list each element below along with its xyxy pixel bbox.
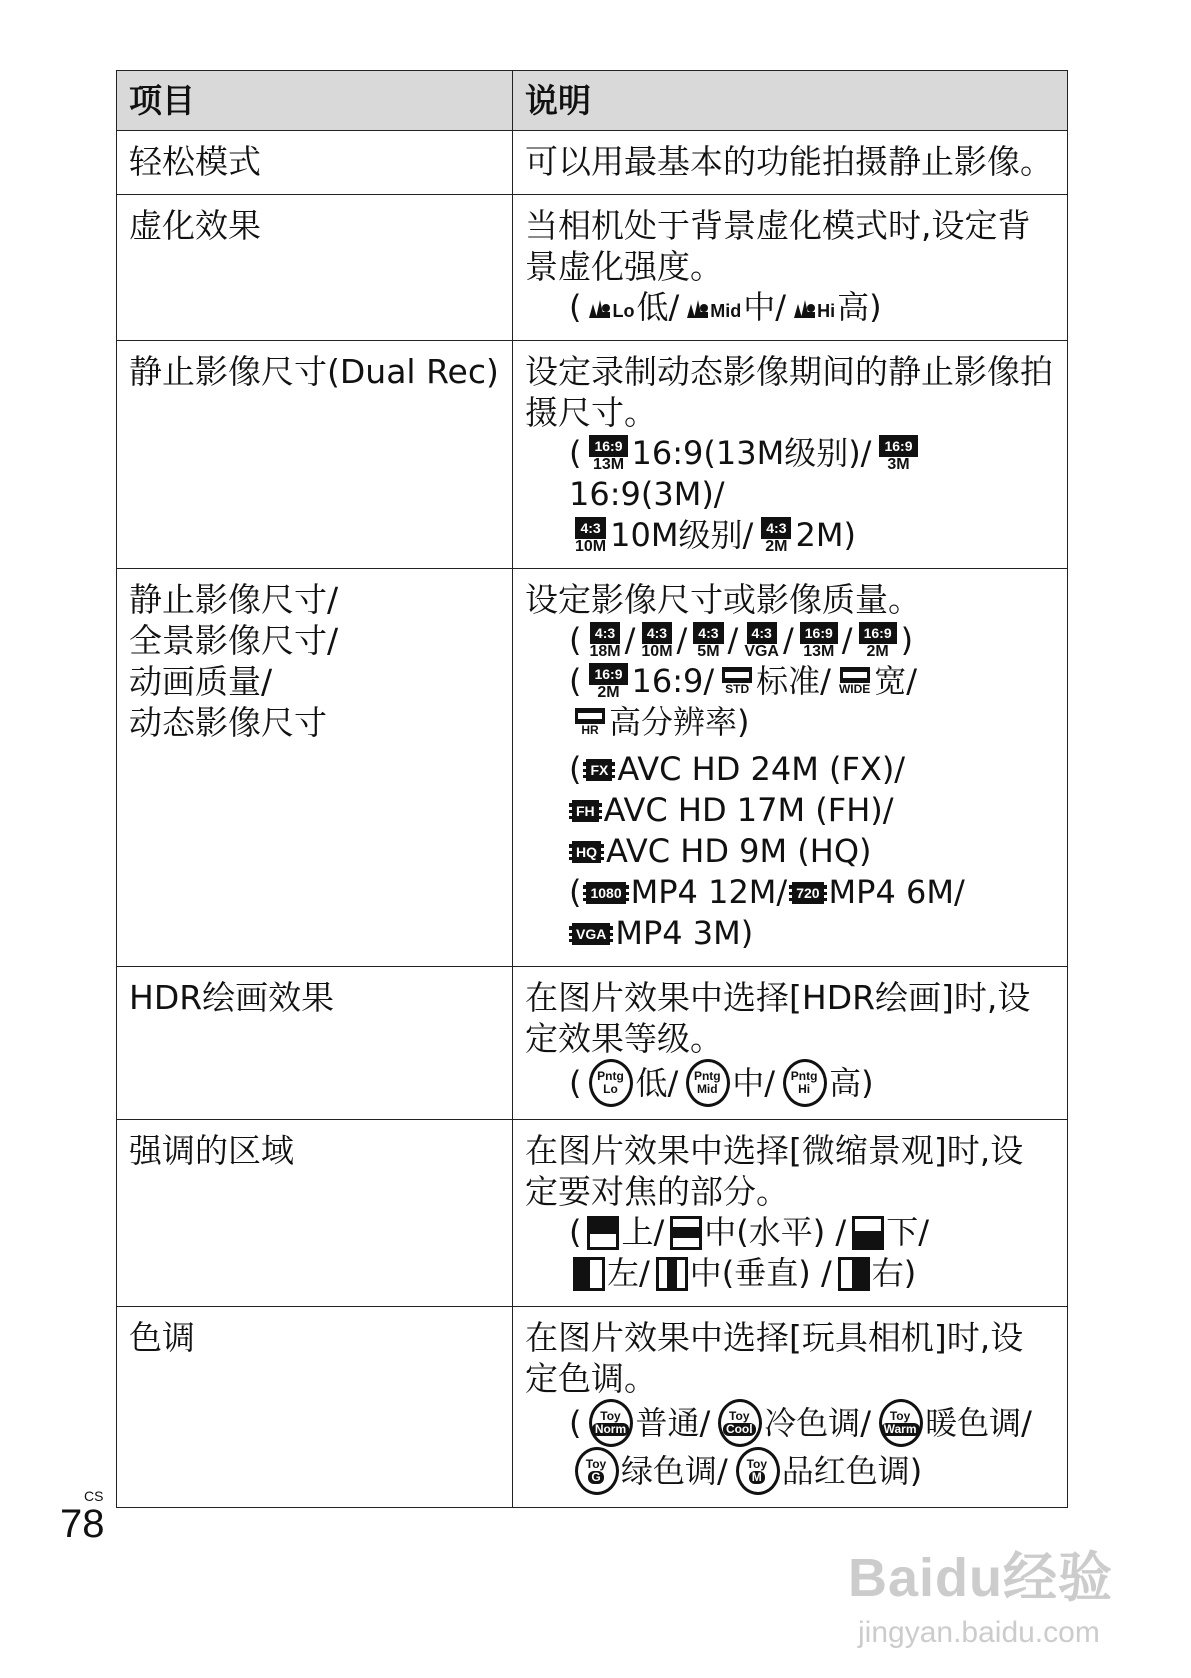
option-label: 中/ xyxy=(743,288,787,326)
option-label: 16:9(3M)/ xyxy=(569,475,725,513)
toy-normal-icon xyxy=(589,1399,633,1447)
movie-1080-icon: 1080 xyxy=(583,882,628,904)
icon-sub: Norm xyxy=(592,1423,629,1436)
toy-warm-icon xyxy=(879,1399,923,1447)
icon-label: Pntg xyxy=(693,1069,721,1083)
option-label: 10M级别/ xyxy=(610,516,754,554)
option-label: MP4 3M) xyxy=(615,914,754,952)
area-bottom-icon xyxy=(852,1216,884,1250)
paren: ( xyxy=(569,621,582,659)
option-label: MP4 12M/ xyxy=(630,873,788,911)
option-label: MP4 6M/ xyxy=(828,873,965,911)
icon-size: 5M xyxy=(697,642,720,660)
defocus-lo-icon xyxy=(587,296,634,320)
movie-fh-icon: FH xyxy=(569,800,602,822)
watermark-url: jingyan.baidu.com xyxy=(858,1616,1100,1649)
page-language-code: CS xyxy=(84,1488,104,1504)
row-desc xyxy=(513,569,1068,967)
icon-label: Toy xyxy=(585,1457,607,1471)
panorama-wide-icon xyxy=(839,667,872,696)
image-size-icon xyxy=(693,622,725,660)
table-row xyxy=(117,131,1068,195)
defocus-mid-icon xyxy=(685,296,741,320)
movie-720-icon: 720 xyxy=(789,882,826,904)
paren: ( xyxy=(569,1063,582,1102)
option-label: 右) xyxy=(871,1254,917,1292)
toy-magenta-icon xyxy=(736,1447,780,1495)
icon-sub: WIDE xyxy=(838,682,871,696)
image-size-icon xyxy=(800,622,840,660)
paren: ) xyxy=(900,621,914,659)
dual-rec-options xyxy=(525,433,1055,556)
settings-table xyxy=(116,70,1068,1508)
icon-ratio: 16:9 xyxy=(589,663,627,685)
toy-green-icon xyxy=(575,1447,619,1495)
image-size-icon xyxy=(589,622,622,660)
toy-camera-options xyxy=(525,1399,1055,1495)
icon-label: Pntg xyxy=(597,1069,624,1083)
icon-sub: Mid xyxy=(696,1082,718,1096)
paren: ( xyxy=(569,288,582,326)
defocus-hi-icon xyxy=(792,296,835,320)
area-middle-vertical-icon xyxy=(656,1257,688,1291)
panorama-options xyxy=(525,661,1055,743)
icon-size: 18M xyxy=(589,642,621,660)
row-desc xyxy=(513,341,1068,569)
option-label: 16:9/ xyxy=(631,662,715,700)
option-label: 冷色调/ xyxy=(764,1403,872,1442)
hdr-painting-options xyxy=(525,1059,1055,1107)
option-label: 高) xyxy=(829,1063,874,1102)
area-middle-horizontal-icon xyxy=(670,1216,702,1250)
area-right-icon xyxy=(838,1257,870,1291)
row-desc xyxy=(513,195,1068,341)
movie-fx-icon: FX xyxy=(583,759,615,781)
table-header-row xyxy=(117,71,1068,131)
panorama-std-icon xyxy=(722,667,754,696)
row-item: 色调 xyxy=(117,1307,513,1508)
image-size-icon xyxy=(859,622,899,660)
blur-options xyxy=(525,287,1055,328)
panorama-hr-icon xyxy=(575,708,607,737)
option-label: AVC HD 24M (FX)/ xyxy=(617,750,906,788)
icon-ratio: 16:9 xyxy=(800,622,838,644)
icon-label: Toy xyxy=(889,1409,911,1423)
icon-size: VGA xyxy=(744,642,779,660)
icon-sub: STD xyxy=(725,682,750,696)
option-label: 宽/ xyxy=(874,662,918,700)
table-row xyxy=(117,195,1068,341)
icon-size: 3M xyxy=(887,455,910,473)
option-label: 高) xyxy=(837,288,882,326)
paren: ( xyxy=(569,1403,582,1442)
table-row xyxy=(117,967,1068,1120)
option-label: 中(垂直) / xyxy=(689,1254,832,1292)
image-size-icon xyxy=(575,517,608,555)
row-item: HDR绘画效果 xyxy=(117,967,513,1120)
mp4-options xyxy=(525,872,1055,954)
image-size-icon xyxy=(589,663,629,701)
paren: ( xyxy=(569,662,582,700)
row-item: 强调的区域 xyxy=(117,1120,513,1307)
icon-sub: G xyxy=(588,1471,603,1484)
movie-hq-icon: HQ xyxy=(569,841,604,863)
desc-text: 在图片效果中选择[玩具相机]时,设定色调。 xyxy=(525,1318,1024,1398)
painting-mid-icon xyxy=(686,1059,730,1107)
area-top-icon xyxy=(587,1216,619,1250)
icon-ratio: 16:9 xyxy=(859,622,897,644)
icon-label: Toy xyxy=(746,1457,768,1471)
icon-ratio: 4:3 xyxy=(575,517,605,539)
option-label: 左/ xyxy=(607,1254,650,1292)
painting-lo-icon xyxy=(589,1059,633,1107)
focus-area-options xyxy=(525,1212,1055,1294)
option-label: 高分辨率) xyxy=(609,703,750,741)
option-label: 标准/ xyxy=(756,662,831,700)
image-size-icon xyxy=(761,517,793,555)
image-size-icon xyxy=(641,622,674,660)
paren: ( xyxy=(569,1213,582,1251)
icon-ratio: 4:3 xyxy=(693,622,723,644)
icon-size: 10M xyxy=(641,642,673,660)
option-label: 中(水平) / xyxy=(704,1213,847,1251)
row-item: 虚化效果 xyxy=(117,195,513,341)
table-row xyxy=(117,341,1068,569)
option-label: 普通/ xyxy=(635,1403,711,1442)
option-label: 2M) xyxy=(795,516,856,554)
icon-sub: Hi xyxy=(817,300,836,321)
option-label: 暖色调/ xyxy=(925,1403,1032,1442)
painting-hi-icon xyxy=(783,1059,827,1107)
desc-text: 设定录制动态影像期间的静止影像拍摄尺寸。 xyxy=(525,352,1053,432)
watermark-brand: Baidu经验 xyxy=(848,1548,1114,1608)
icon-sub: Lo xyxy=(612,300,635,321)
icon-sub: Lo xyxy=(603,1082,618,1096)
icon-sub: M xyxy=(749,1471,765,1484)
icon-sub: Cool xyxy=(723,1423,756,1436)
option-label: 下/ xyxy=(886,1213,930,1251)
icon-sub: Warm xyxy=(881,1423,920,1436)
page-number: 78 xyxy=(60,1502,105,1546)
option-label: 上/ xyxy=(621,1213,665,1251)
row-desc xyxy=(513,1120,1068,1307)
desc-text: 可以用最基本的功能拍摄静止影像。 xyxy=(525,142,1053,181)
icon-ratio: 16:9 xyxy=(589,435,627,457)
icon-size: 13M xyxy=(592,455,625,473)
icon-label: Toy xyxy=(729,1409,750,1423)
movie-vga-icon: VGA xyxy=(569,923,613,945)
icon-ratio: 4:3 xyxy=(747,622,777,644)
option-label: 低/ xyxy=(635,1063,679,1102)
paren: ( xyxy=(569,873,582,911)
option-label: 品红色调) xyxy=(781,1451,923,1490)
icon-size: 2M xyxy=(765,537,788,555)
row-item: 静止影像尺寸(Dual Rec) xyxy=(117,341,513,569)
icon-size: 2M xyxy=(597,683,620,701)
icon-sub: HR xyxy=(581,723,599,737)
row-desc xyxy=(513,131,1068,195)
icon-sub: Mid xyxy=(710,300,742,321)
option-label: 绿色调/ xyxy=(621,1451,728,1490)
movie-quality-options xyxy=(525,749,1055,872)
table-row xyxy=(117,1307,1068,1508)
option-label: AVC HD 9M (HQ) xyxy=(606,832,872,870)
icon-ratio: 4:3 xyxy=(761,517,791,539)
table-row xyxy=(117,569,1068,967)
desc-text: 在图片效果中选择[HDR绘画]时,设定效果等级。 xyxy=(525,978,1031,1058)
image-size-icon xyxy=(879,435,919,473)
row-desc xyxy=(513,967,1068,1120)
icon-ratio: 4:3 xyxy=(590,622,620,644)
paren: ( xyxy=(569,750,582,788)
row-desc xyxy=(513,1307,1068,1508)
image-size-icon xyxy=(589,435,629,473)
image-size-options: ( 4:3 18M / 4:3 10M / 4:3 5M / 4:3 VGA / 16:9 13M / 16:9 2M ) xyxy=(569,621,914,660)
icon-label: Toy xyxy=(600,1409,621,1423)
option-label: 低/ xyxy=(636,288,680,326)
option-label: 16:9(13M级别)/ xyxy=(631,434,872,472)
table-row xyxy=(117,1120,1068,1307)
icon-size: 13M xyxy=(803,642,835,660)
icon-sub: Hi xyxy=(798,1082,811,1096)
desc-text: 当相机处于背景虚化模式时,设定背景虚化强度。 xyxy=(525,206,1031,286)
paren: ( xyxy=(569,434,582,472)
icon-ratio: 4:3 xyxy=(642,622,672,644)
icon-ratio: 16:9 xyxy=(879,435,917,457)
desc-text: 在图片效果中选择[微缩景观]时,设定要对焦的部分。 xyxy=(525,1131,1024,1211)
area-left-icon xyxy=(573,1257,605,1291)
icon-size: 2M xyxy=(866,642,889,660)
image-size-icon xyxy=(744,622,781,660)
row-item: 静止影像尺寸/ 全景影像尺寸/ 动画质量/ 动态影像尺寸 xyxy=(117,569,513,967)
icon-size: 10M xyxy=(575,537,607,555)
option-label: AVC HD 17M (FH)/ xyxy=(603,791,894,829)
desc-text: 设定影像尺寸或影像质量。 xyxy=(525,580,921,619)
option-label: 中/ xyxy=(732,1063,776,1102)
row-item: 轻松模式 xyxy=(117,131,513,195)
header-desc: 说明 xyxy=(513,71,1068,131)
header-item: 项目 xyxy=(117,71,513,131)
icon-label: Pntg xyxy=(790,1069,818,1083)
toy-cool-icon xyxy=(718,1399,762,1447)
